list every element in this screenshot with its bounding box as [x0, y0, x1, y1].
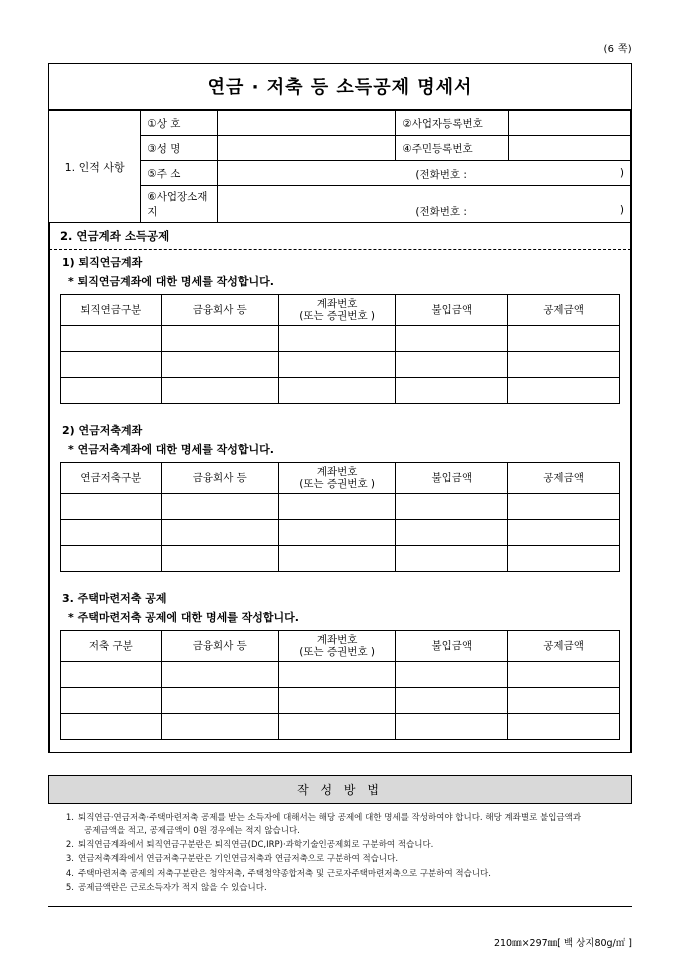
col-header-deduction-amount: 공제금액 [508, 631, 620, 662]
field-label-address: ⑤주 소 [141, 161, 218, 186]
grid-spacer [49, 404, 631, 418]
cell-account-no[interactable] [278, 326, 395, 352]
cell-institution[interactable] [161, 714, 278, 740]
section3-band: 3. 주택마련저축 공제 [49, 586, 631, 608]
cell-institution[interactable] [161, 546, 278, 572]
howto-text: 주택마련저축 공제의 저축구분란은 청약저축, 주택청약종합저축 및 근로자주택마련저축으로 구분하여 적습니다. [78, 868, 491, 879]
col-header-account-no-line2: (또는 증권번호 ) [299, 646, 376, 659]
howto-text: 연금저축계좌에서 연금저축구분란은 기인연금저축과 연금저축으로 구분하여 적습니다. [78, 854, 399, 865]
howto-body [48, 804, 632, 907]
table-header-row [61, 463, 620, 494]
page-title: 연금 · 저축 등 소득공제 명세서 [49, 64, 631, 110]
table-row [61, 494, 620, 520]
col-header-savings-type: 연금저축구분 [61, 463, 162, 494]
table-row [61, 326, 620, 352]
cell-account-no[interactable] [278, 662, 395, 688]
cell-payment-amount[interactable] [396, 714, 508, 740]
cell-institution[interactable] [161, 520, 278, 546]
cell-institution[interactable] [161, 352, 278, 378]
list-item [58, 868, 628, 880]
section2-sub1-heading: 1) 퇴직연금계좌 [49, 250, 631, 272]
table-row [61, 688, 620, 714]
howto-title: 작 성 방 법 [48, 775, 632, 804]
list-item [58, 882, 628, 894]
col-header-account-no-line2: (또는 증권번호 ) [299, 310, 376, 323]
col-header-account-no-line1: 계좌번호 [316, 466, 358, 479]
table-row [61, 378, 620, 404]
cell-deduction-amount[interactable] [508, 326, 620, 352]
cell-institution[interactable] [161, 662, 278, 688]
phone-close-address: ) [619, 167, 624, 179]
cell-payment-amount[interactable] [396, 546, 508, 572]
col-header-account-no-line2: (또는 증권번호 ) [299, 478, 376, 491]
cell-pension-type[interactable] [61, 326, 162, 352]
cell-institution[interactable] [161, 688, 278, 714]
phone-label-address: (전화번호 : [415, 169, 467, 181]
section2-band: 2. 연금계좌 소득공제 [49, 223, 631, 250]
table-row [61, 520, 620, 546]
field-label-business-reg-no: ②사업자등록번호 [396, 111, 508, 136]
howto-number: 5. [65, 882, 74, 893]
cell-savings-type[interactable] [61, 494, 162, 520]
phone-label-workplace: (전화번호 : [415, 206, 467, 218]
cell-institution[interactable] [161, 378, 278, 404]
form-frame [48, 63, 632, 753]
col-header-account-no [278, 463, 395, 494]
cell-payment-amount[interactable] [396, 326, 508, 352]
col-header-account-no [278, 295, 395, 326]
cell-payment-amount[interactable] [396, 520, 508, 546]
howto-number: 4. [65, 868, 74, 879]
table-row [61, 546, 620, 572]
phone-close-workplace: ) [619, 204, 624, 216]
cell-savings-type[interactable] [61, 546, 162, 572]
howto-text: 퇴직연금계좌에서 퇴직연금구분란은 퇴직연금(DC,IRP)·과학기술인공제회로 구분하여 적습니다. [78, 840, 434, 850]
howto-text [78, 812, 628, 837]
col-header-institution: 금융회사 등 [161, 631, 278, 662]
cell-payment-amount[interactable] [396, 688, 508, 714]
cell-deduction-amount[interactable] [508, 662, 620, 688]
col-header-savings-type: 저축 구분 [61, 631, 162, 662]
cell-account-no[interactable] [278, 378, 395, 404]
list-item [58, 839, 628, 851]
cell-payment-amount[interactable] [396, 352, 508, 378]
field-value-company-name[interactable] [217, 111, 396, 136]
col-header-account-no-line1: 계좌번호 [316, 634, 358, 647]
cell-savings-type[interactable] [61, 520, 162, 546]
personal-info-table [49, 110, 631, 223]
list-item [58, 812, 628, 837]
col-header-account-no-line1: 계좌번호 [316, 298, 358, 310]
field-value-address[interactable] [217, 161, 630, 186]
cell-account-no[interactable] [278, 688, 395, 714]
table-header-row [61, 295, 620, 326]
howto-section [48, 775, 632, 907]
retirement-pension-table [60, 294, 620, 404]
col-header-deduction-amount: 공제금액 [508, 463, 620, 494]
pension-savings-table [60, 462, 620, 572]
form-bottom-close [49, 740, 631, 753]
table-row [61, 662, 620, 688]
retirement-pension-grid-wrap [49, 294, 631, 404]
col-header-account-no [278, 631, 395, 662]
table-header-row [61, 631, 620, 662]
housing-savings-grid-wrap [49, 630, 631, 740]
housing-savings-table [60, 630, 620, 740]
cell-deduction-amount[interactable] [508, 546, 620, 572]
field-label-name: ③성 명 [141, 136, 218, 161]
cell-account-no[interactable] [278, 546, 395, 572]
grid-spacer [49, 572, 631, 586]
field-value-workplace[interactable] [217, 186, 630, 223]
col-header-institution: 금융회사 등 [161, 463, 278, 494]
cell-account-no[interactable] [278, 520, 395, 546]
cell-institution[interactable] [161, 494, 278, 520]
list-item [58, 853, 628, 865]
cell-deduction-amount[interactable] [508, 688, 620, 714]
cell-savings-type[interactable] [61, 662, 162, 688]
section2-sub2-note: * 연금저축계좌에 대한 명세를 작성합니다. [49, 440, 631, 462]
cell-account-no[interactable] [278, 494, 395, 520]
field-label-company-name: ①상 호 [141, 111, 218, 136]
cell-account-no[interactable] [278, 714, 395, 740]
cell-pension-type[interactable] [61, 352, 162, 378]
col-header-payment-amount: 불입금액 [396, 295, 508, 326]
col-header-pension-type: 퇴직연금구분 [61, 295, 162, 326]
cell-pension-type[interactable] [61, 378, 162, 404]
cell-savings-type[interactable] [61, 688, 162, 714]
section3-note: * 주택마련저축 공제에 대한 명세를 작성합니다. [49, 608, 631, 630]
col-header-institution: 금융회사 등 [161, 295, 278, 326]
field-label-resident-reg-no: ④주민등록번호 [396, 136, 508, 161]
howto-number: 1. [65, 813, 74, 824]
col-header-deduction-amount: 공제금액 [508, 295, 620, 326]
howto-text-line2: 공제금액을 적고, 공제금액이 0원 경우에는 적지 않습니다. [84, 825, 300, 836]
col-header-payment-amount: 불입금액 [396, 463, 508, 494]
howto-number: 3. [65, 854, 74, 865]
field-value-resident-reg-no[interactable] [508, 136, 630, 161]
section1-label: 1. 인적 사항 [49, 111, 141, 223]
pension-savings-grid-wrap [49, 462, 631, 572]
howto-text-line1: 퇴직연금·연금저축·주택마련저축 공제를 받는 소득자에 대해서는 해당 공제에 대한 명세를 작성하여야 합니다. 해당 계좌별로 불입금액과 [78, 813, 582, 824]
howto-text: 공제금액란은 근로소득자가 적지 않을 수 있습니다. [78, 882, 267, 893]
cell-payment-amount[interactable] [396, 662, 508, 688]
cell-deduction-amount[interactable] [508, 352, 620, 378]
cell-payment-amount[interactable] [396, 494, 508, 520]
table-row [49, 111, 631, 136]
table-row [61, 714, 620, 740]
cell-deduction-amount[interactable] [508, 378, 620, 404]
cell-deduction-amount[interactable] [508, 714, 620, 740]
col-header-payment-amount: 불입금액 [396, 631, 508, 662]
howto-number: 2. [65, 840, 74, 850]
cell-account-no[interactable] [278, 352, 395, 378]
field-value-name[interactable] [217, 136, 396, 161]
section2-sub1-note: * 퇴직연금계좌에 대한 명세를 작성합니다. [49, 272, 631, 294]
page-marker: (6 쪽) [603, 44, 632, 55]
field-value-business-reg-no[interactable] [508, 111, 630, 136]
table-row [61, 352, 620, 378]
cell-savings-type[interactable] [61, 714, 162, 740]
field-label-workplace: ⑥사업장소재지 [141, 186, 218, 223]
cell-deduction-amount[interactable] [508, 494, 620, 520]
paper-spec-note: 210㎜×297㎜[ 백 상지80g/㎡ ] [493, 938, 632, 950]
cell-payment-amount[interactable] [396, 378, 508, 404]
cell-institution[interactable] [161, 326, 278, 352]
section2-sub2-heading: 2) 연금저축계좌 [49, 418, 631, 440]
cell-deduction-amount[interactable] [508, 520, 620, 546]
